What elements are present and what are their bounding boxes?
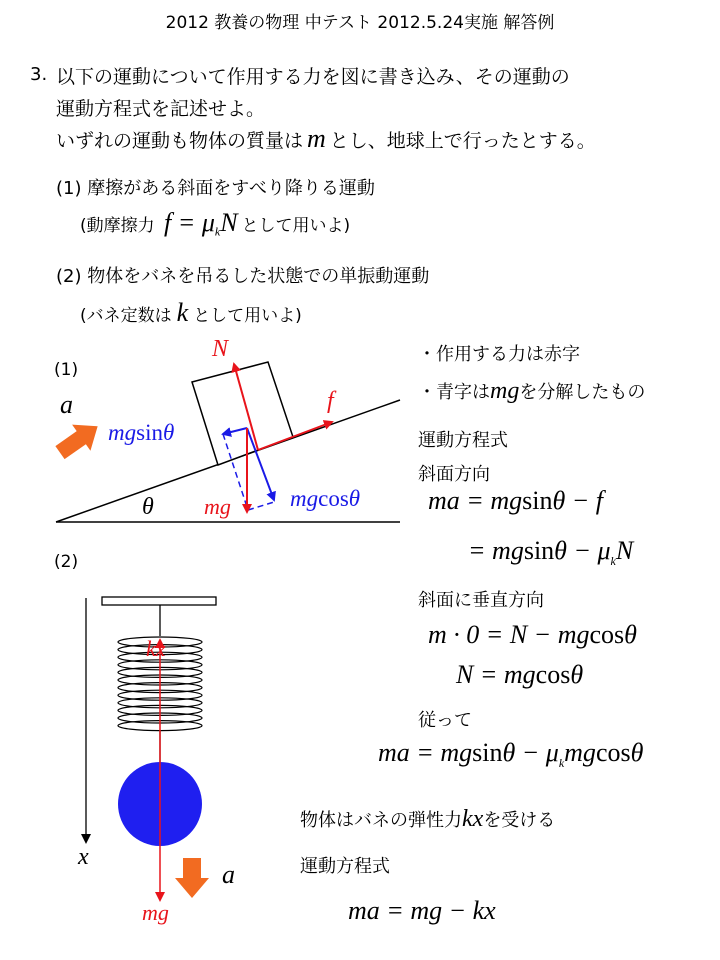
- problem-number: 3.: [30, 64, 48, 85]
- therefore-label: 従って: [418, 710, 472, 731]
- red-note: ・作用する力は赤字: [418, 344, 580, 365]
- angle-label: θ: [142, 494, 154, 520]
- weight-label-1: mg: [204, 494, 231, 519]
- perpendicular-direction: 斜面に垂直方向: [418, 590, 544, 611]
- blue-note: ・青字はmgを分解したもの: [418, 378, 646, 404]
- page-title: 2012 教養の物理 中テスト 2012.5.24実施 解答例: [165, 13, 555, 33]
- accel-label-2: a: [222, 860, 235, 889]
- equation-4: N = mgcosθ: [456, 660, 584, 689]
- normal-force-label: N: [212, 336, 229, 362]
- eom-label-1: 運動方程式: [418, 430, 508, 451]
- mgcos-label: mgcosθ: [290, 486, 361, 511]
- spring-force-text: 物体はバネの弾性力kxを受ける: [300, 806, 556, 832]
- equation-2: = $mgsin\theta - \mu_kN$: [468, 536, 634, 569]
- diagram1-label: (1): [54, 360, 79, 380]
- accel-label-1: a: [60, 390, 73, 419]
- x-axis-label: x: [78, 844, 89, 870]
- part1-label: (1) 摩擦がある斜面をすべり降りる運動: [56, 178, 375, 199]
- block: [192, 362, 293, 465]
- diagram2-label: (2): [54, 552, 79, 572]
- part1-hint: (動摩擦力 $f = \mu_kN$ として用いよ): [80, 208, 351, 239]
- equation-1: ma = mgsinθ − f: [428, 486, 603, 515]
- weight-label-2: mg: [142, 900, 169, 925]
- equation-3: m · 0 = N − mgcosθ: [428, 620, 637, 649]
- problem-line-3: いずれの運動も物体の質量は m とし、地球上で行ったとする。: [56, 124, 596, 153]
- mgsin-label: mgsinθ: [108, 420, 175, 445]
- equation-5: ma = $mgsin\theta - \mu_kmgcos\theta$: [378, 738, 644, 771]
- problem-line-2: 運動方程式を記述せよ。: [56, 98, 266, 120]
- dashed-parallelogram-bottom: [248, 502, 274, 510]
- problem-line-1: 以下の運動について作用する力を図に書き込み、その運動の: [56, 66, 570, 88]
- part2-label: (2) 物体をバネを吊るした状態での単振動運動: [56, 266, 430, 287]
- friction-label: f: [327, 388, 334, 414]
- slope-direction: 斜面方向: [418, 464, 490, 485]
- acceleration-arrow-2: [175, 858, 209, 898]
- part2-hint: (バネ定数は k として用いよ): [80, 298, 302, 327]
- equation-6: ma = mg − kx: [348, 896, 496, 925]
- eom-label-2: 運動方程式: [300, 856, 390, 877]
- acceleration-arrow-1: [51, 413, 107, 466]
- ceiling-plate: [102, 597, 216, 605]
- spring-force-label: kx: [146, 636, 166, 661]
